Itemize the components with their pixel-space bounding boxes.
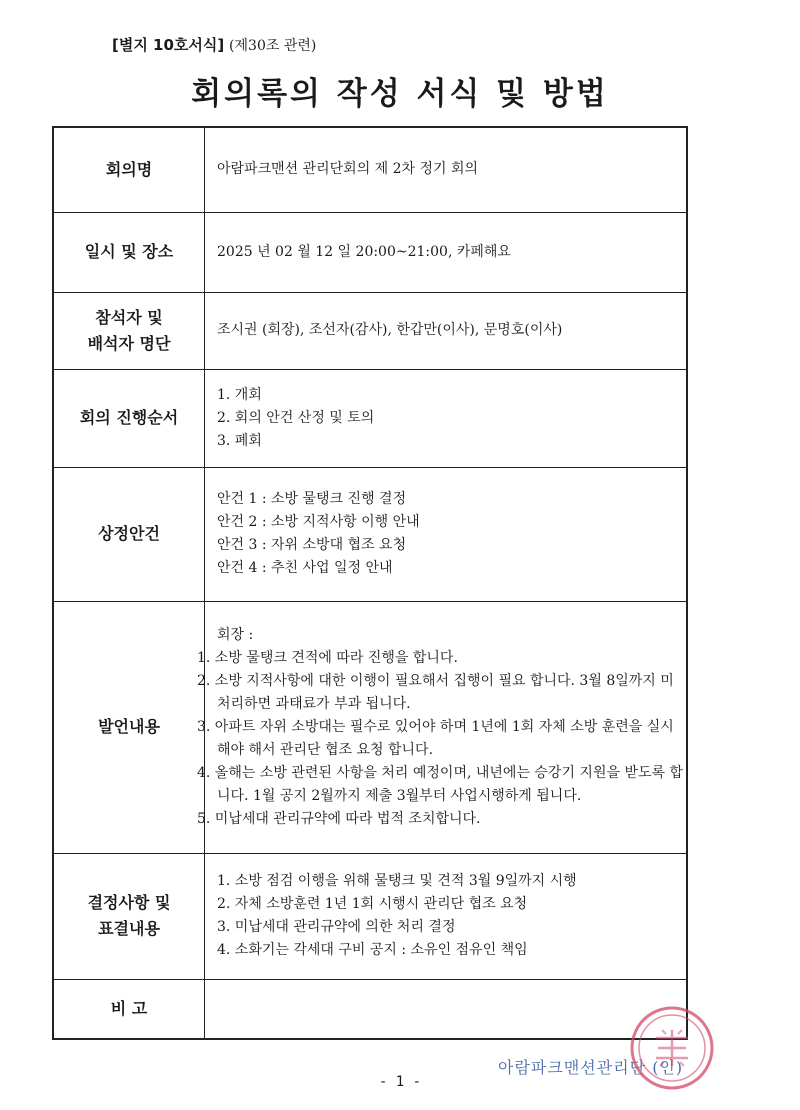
value-attendees: 조시권 (회장), 조선자(감사), 한갑만(이사), 문명호(이사) <box>205 292 688 369</box>
label-agenda-order: 회의 진행순서 <box>53 369 205 467</box>
list-item: 3. 미납세대 관리규약에 의한 처리 결정 <box>217 919 456 935</box>
row-agenda-order <box>53 369 687 467</box>
row-proposed-items <box>53 467 687 601</box>
decisions-list <box>217 870 686 962</box>
list-item: 5. 미납세대 관리규약에 따라 법적 조치합니다. <box>197 810 481 827</box>
list-item: 1. 소방 물탱크 견적에 따라 진행을 합니다. <box>197 649 458 666</box>
value-notes <box>205 979 688 1039</box>
label-decisions <box>53 853 205 979</box>
label-proposed-items: 상정안건 <box>53 467 205 601</box>
label-datetime-place: 일시 및 장소 <box>53 212 205 292</box>
list-item: 2. 소방 지적사항에 대한 이행이 필요해서 집행이 필요 합니다. 3월 8일까지 미처리하면 과태료가 부과 됩니다. <box>197 672 674 712</box>
label-meeting-name: 회의명 <box>53 127 205 212</box>
list-item: 2. 자체 소방훈련 1년 1회 시행시 관리단 협조 요청 <box>217 896 528 912</box>
page-number: - 1 - <box>378 1074 422 1090</box>
label-attendees-line-2: 배석자 명단 <box>87 333 171 353</box>
list-item: 4. 소화기는 각세대 구비 공지 : 소유인 점유인 책임 <box>217 942 528 958</box>
value-datetime-place: 2025 년 02 월 12 일 20:00~21:00, 카페해요 <box>205 212 688 292</box>
label-attendees-line-1: 참석자 및 <box>95 307 163 327</box>
value-remarks <box>197 601 688 853</box>
label-attendees <box>53 292 205 369</box>
row-decisions <box>53 853 687 979</box>
label-remarks: 발언내용 <box>53 601 205 853</box>
list-item: 안건 1 : 소방 물탱크 진행 결정 <box>217 491 407 507</box>
form-identifier <box>112 34 316 55</box>
issuer-name: 아람파크맨션관리단 (인) <box>498 1058 684 1077</box>
agenda-order-list <box>217 384 686 453</box>
value-proposed-items <box>205 467 688 601</box>
label-decisions-line-2: 표결내용 <box>98 919 160 938</box>
row-attendees <box>53 292 687 369</box>
list-item: 안건 4 : 추친 사업 일정 안내 <box>217 560 393 576</box>
list-item: 1. 소방 점검 이행을 위해 물탱크 및 견적 3월 9일까지 시행 <box>217 873 577 889</box>
remarks-list <box>197 647 686 831</box>
minutes-table <box>52 126 688 1040</box>
list-item: 4. 올해는 소방 관련된 사항을 처리 예정이며, 내년에는 승강기 지원을 받도록 합니다. 1월 공지 2월까지 제출 3월부터 사업시행하게 됩니다. <box>197 764 684 804</box>
row-notes <box>53 979 687 1039</box>
list-item: 2. 회의 안건 산정 및 토의 <box>217 409 375 426</box>
row-remarks <box>53 601 687 853</box>
list-item: 3. 아파트 자위 소방대는 필수로 있어야 하며 1년에 1회 자체 소방 훈련을 실시해야 해서 관리단 협조 요청 합니다. <box>197 718 674 758</box>
list-item: 안건 2 : 소방 지적사항 이행 안내 <box>217 514 420 530</box>
document-title: 회의록의 작성 서식 및 방법 <box>191 76 609 112</box>
proposed-items-list <box>217 488 686 580</box>
list-item: 1. 개회 <box>217 386 262 403</box>
value-decisions <box>205 853 688 979</box>
form-tag: [별지 10호서식] <box>112 36 225 54</box>
value-agenda-order <box>205 369 688 467</box>
list-item: 3. 폐회 <box>217 432 262 449</box>
row-datetime-place <box>53 212 687 292</box>
label-notes: 비 고 <box>53 979 205 1039</box>
list-item: 안건 3 : 자위 소방대 협조 요청 <box>217 537 407 553</box>
value-meeting-name: 아람파크맨션 관리단회의 제 2차 정기 회의 <box>205 127 688 212</box>
form-reference: (제30조 관련) <box>229 38 317 54</box>
row-meeting-name <box>53 127 687 212</box>
label-decisions-line-1: 결정사항 및 <box>87 893 171 912</box>
speaker-label: 회장 : <box>217 626 254 643</box>
